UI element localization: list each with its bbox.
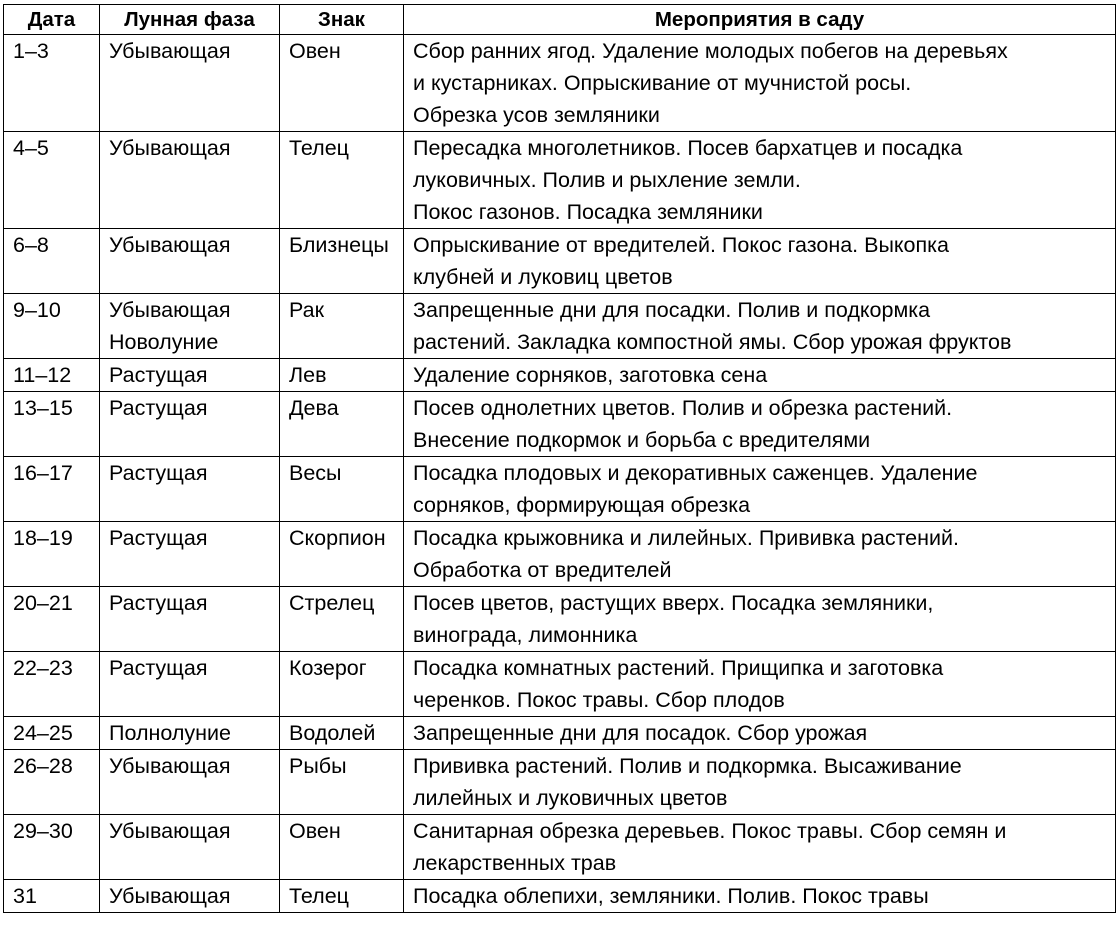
table-row (4, 815, 1116, 880)
table-row (4, 880, 1116, 913)
cell-zodiac-sign: Телец (280, 132, 404, 229)
table-row (4, 132, 1116, 229)
cell-date: 13–15 (4, 392, 100, 457)
cell-lunar-phase (100, 652, 280, 717)
activity-text-line: клубней и луковиц цветов (413, 265, 673, 289)
lunar-phase-text: Растущая (109, 591, 208, 615)
lunar-phase-text: Полнолуние (109, 721, 231, 745)
cell-zodiac-sign: Стрелец (280, 587, 404, 652)
cell-lunar-phase (100, 815, 280, 880)
cell-lunar-phase (100, 587, 280, 652)
activity-text-line: Пересадка многолетников. Посев бархатцев и посадка (413, 136, 963, 160)
cell-date: 4–5 (4, 132, 100, 229)
lunar-phase-text: Убывающая (109, 884, 231, 908)
activity-text-line: и кустарниках. Опрыскивание от мучнистой росы. (413, 71, 912, 95)
lunar-phase-text: Убывающая (109, 819, 231, 843)
lunar-phase-text: Убывающая (109, 298, 231, 322)
table-row (4, 750, 1116, 815)
activity-text-line: Сбор ранних ягод. Удаление молодых побегов на деревьях (413, 39, 1008, 63)
header-date: Дата (4, 5, 100, 35)
cell-zodiac-sign: Скорпион (280, 522, 404, 587)
garden-calendar-table (3, 4, 1116, 913)
table-row (4, 392, 1116, 457)
cell-zodiac-sign: Лев (280, 359, 404, 392)
cell-lunar-phase (100, 229, 280, 294)
table-header-row (4, 5, 1116, 35)
lunar-phase-text: Растущая (109, 526, 208, 550)
cell-garden-activities (404, 294, 1116, 359)
cell-zodiac-sign: Близнецы (280, 229, 404, 294)
activity-text-line: черенков. Покос травы. Сбор плодов (413, 688, 785, 712)
activity-text-line: лекарственных трав (413, 851, 617, 875)
activity-text-line: Запрещенные дни для посадки. Полив и подкормка (413, 298, 931, 322)
cell-lunar-phase (100, 717, 280, 750)
cell-lunar-phase (100, 294, 280, 359)
cell-garden-activities (404, 132, 1116, 229)
cell-zodiac-sign: Овен (280, 815, 404, 880)
cell-zodiac-sign: Дева (280, 392, 404, 457)
table-row (4, 359, 1116, 392)
table-row (4, 457, 1116, 522)
activity-text-line: Внесение подкормок и борьба с вредителями (413, 428, 871, 452)
cell-zodiac-sign: Весы (280, 457, 404, 522)
cell-garden-activities (404, 717, 1116, 750)
cell-zodiac-sign: Рак (280, 294, 404, 359)
lunar-phase-text: Растущая (109, 461, 208, 485)
cell-zodiac-sign: Рыбы (280, 750, 404, 815)
activity-text-line: Обрезка усов земляники (413, 103, 660, 127)
activity-text-line: Посадка облепихи, земляники. Полив. Покос травы (413, 884, 929, 908)
cell-zodiac-sign: Овен (280, 35, 404, 132)
activity-text-line: Покос газонов. Посадка земляники (413, 200, 763, 224)
cell-date: 18–19 (4, 522, 100, 587)
table-row (4, 294, 1116, 359)
cell-garden-activities (404, 35, 1116, 132)
cell-garden-activities (404, 880, 1116, 913)
lunar-phase-text: Убывающая (109, 136, 231, 160)
cell-lunar-phase (100, 750, 280, 815)
lunar-phase-text: Убывающая (109, 39, 231, 63)
cell-date: 20–21 (4, 587, 100, 652)
activity-text-line: лилейных и луковичных цветов (413, 786, 728, 810)
cell-zodiac-sign: Козерог (280, 652, 404, 717)
lunar-phase-text: Убывающая (109, 754, 231, 778)
cell-date: 29–30 (4, 815, 100, 880)
cell-lunar-phase (100, 132, 280, 229)
header-garden-activities: Мероприятия в саду (404, 5, 1116, 35)
activity-text-line: растений. Закладка компостной ямы. Сбор урожая фруктов (413, 330, 1012, 354)
cell-date: 1–3 (4, 35, 100, 132)
cell-garden-activities (404, 392, 1116, 457)
cell-lunar-phase (100, 880, 280, 913)
table-row (4, 35, 1116, 132)
cell-date: 24–25 (4, 717, 100, 750)
cell-date: 6–8 (4, 229, 100, 294)
header-zodiac-sign: Знак (280, 5, 404, 35)
activity-text-line: Посадка крыжовника и лилейных. Прививка растений. (413, 526, 959, 550)
cell-lunar-phase (100, 359, 280, 392)
cell-date: 9–10 (4, 294, 100, 359)
cell-lunar-phase (100, 35, 280, 132)
cell-zodiac-sign: Водолей (280, 717, 404, 750)
table-row (4, 717, 1116, 750)
cell-garden-activities (404, 652, 1116, 717)
table-row (4, 522, 1116, 587)
cell-date: 22–23 (4, 652, 100, 717)
cell-garden-activities (404, 359, 1116, 392)
cell-garden-activities (404, 750, 1116, 815)
cell-garden-activities (404, 587, 1116, 652)
cell-lunar-phase (100, 522, 280, 587)
activity-text-line: Прививка растений. Полив и подкормка. Высаживание (413, 754, 962, 778)
cell-date: 16–17 (4, 457, 100, 522)
lunar-phase-text: Растущая (109, 656, 208, 680)
activity-text-line: Удаление сорняков, заготовка сена (413, 363, 768, 387)
table-row (4, 652, 1116, 717)
cell-garden-activities (404, 229, 1116, 294)
cell-garden-activities (404, 522, 1116, 587)
activity-text-line: луковичных. Полив и рыхление земли. (413, 168, 801, 192)
table-body (4, 35, 1116, 913)
activity-text-line: Посадка плодовых и декоративных саженцев. Удаление (413, 461, 978, 485)
cell-date: 26–28 (4, 750, 100, 815)
table-row (4, 229, 1116, 294)
cell-lunar-phase (100, 392, 280, 457)
lunar-phase-text: Растущая (109, 363, 208, 387)
activity-text-line: Обработка от вредителей (413, 558, 672, 582)
activity-text-line: Запрещенные дни для посадок. Сбор урожая (413, 721, 868, 745)
cell-lunar-phase (100, 457, 280, 522)
cell-garden-activities (404, 457, 1116, 522)
activity-text-line: винограда, лимонника (413, 623, 638, 647)
header-lunar-phase: Лунная фаза (100, 5, 280, 35)
cell-zodiac-sign: Телец (280, 880, 404, 913)
lunar-phase-text: Убывающая (109, 233, 231, 257)
activity-text-line: Санитарная обрезка деревьев. Покос травы. Сбор семян и (413, 819, 1007, 843)
cell-garden-activities (404, 815, 1116, 880)
cell-date: 31 (4, 880, 100, 913)
lunar-phase-text: Растущая (109, 396, 208, 420)
lunar-phase-text: Новолуние (109, 330, 219, 354)
activity-text-line: сорняков, формирующая обрезка (413, 493, 751, 517)
activity-text-line: Посадка комнатных растений. Прищипка и заготовка (413, 656, 944, 680)
cell-date: 11–12 (4, 359, 100, 392)
table-row (4, 587, 1116, 652)
activity-text-line: Посев цветов, растущих вверх. Посадка земляники, (413, 591, 934, 615)
activity-text-line: Посев однолетних цветов. Полив и обрезка растений. (413, 396, 953, 420)
activity-text-line: Опрыскивание от вредителей. Покос газона. Выкопка (413, 233, 949, 257)
